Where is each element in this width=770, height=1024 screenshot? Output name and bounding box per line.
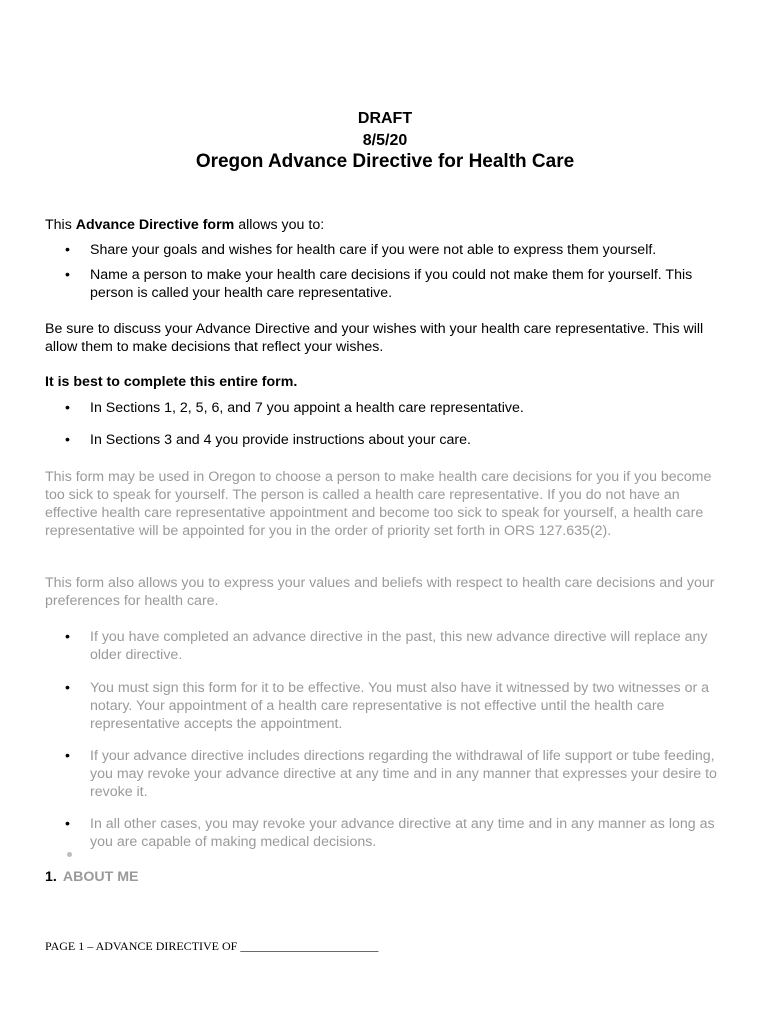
discuss-paragraph: Be sure to discuss your Advance Directive and your wishes with your health care representative. This will allow them to make decisions that reflect your wishes. (45, 321, 704, 355)
empty-bullet-icon (67, 852, 72, 857)
bullet-text: You must sign this form for it to be effective. You must also have it witnessed by two witnesses or a notary. Your appointment of a health care representative is not effective until the health care representative accepts the appointment. (90, 680, 710, 732)
date-label: 8/5/20 (362, 132, 408, 149)
bullet-text: In Sections 3 and 4 you provide instructions about your care. (90, 432, 471, 448)
bullet-icon: • (65, 242, 70, 258)
page-footer: PAGE 1 – ADVANCE DIRECTIVE OF _______________________ (45, 939, 379, 953)
bullet-icon: • (65, 432, 70, 448)
document-title: Oregon Advance Directive for Health Care (195, 151, 575, 172)
intro-bold: Advance Directive form (75, 217, 235, 233)
section-label: ABOUT ME (62, 869, 139, 885)
draft-label: DRAFT (357, 110, 413, 127)
bullet-text: Name a person to make your health care decisions if you could not make them for yourself. This person is called your health care representative. (90, 267, 693, 301)
complete-heading: It is best to complete this entire form. (45, 374, 298, 390)
bullet-icon: • (65, 400, 70, 416)
section-heading (45, 868, 139, 886)
bullet-icon: • (65, 267, 70, 283)
intro-suffix: allows you to: (234, 217, 325, 233)
intro-prefix: This (45, 217, 76, 233)
bullet-text: If your advance directive includes directions regarding the withdrawal of life support or tube feeding, you may revoke your advance directive at any time and in any manner that expresses your desire to revoke it. (90, 748, 717, 800)
bullet-text: In Sections 1, 2, 5, 6, and 7 you appoint a health care representative. (90, 400, 524, 416)
bullet-text: Share your goals and wishes for health care if you were not able to express them yourself. (90, 242, 657, 258)
gray-paragraph-2: This form also allows you to express your values and beliefs with respect to health care decisions and your preferences for health care. (45, 575, 715, 609)
bullet-text: In all other cases, you may revoke your advance directive at any time and in any manner as long as you are capable of making medical decisions. (90, 816, 715, 850)
bullet-icon: • (65, 680, 70, 696)
gray-paragraph-1: This form may be used in Oregon to choose a person to make health care decisions for you if you become too sick to speak for yourself. The person is called a health care representative. If you do not have an effective health care representative appointment and become too sick to speak for yourself, a health care representative will be appointed for you in the order of priority set forth in ORS 127.635(2). (45, 469, 712, 539)
bullet-icon: • (65, 816, 70, 832)
section-number: 1. (45, 869, 57, 885)
intro-paragraph (45, 216, 735, 234)
bullet-text: If you have completed an advance directive in the past, this new advance directive will replace any older directive. (90, 629, 708, 663)
bullet-icon: • (65, 748, 70, 764)
bullet-icon: • (65, 629, 70, 645)
